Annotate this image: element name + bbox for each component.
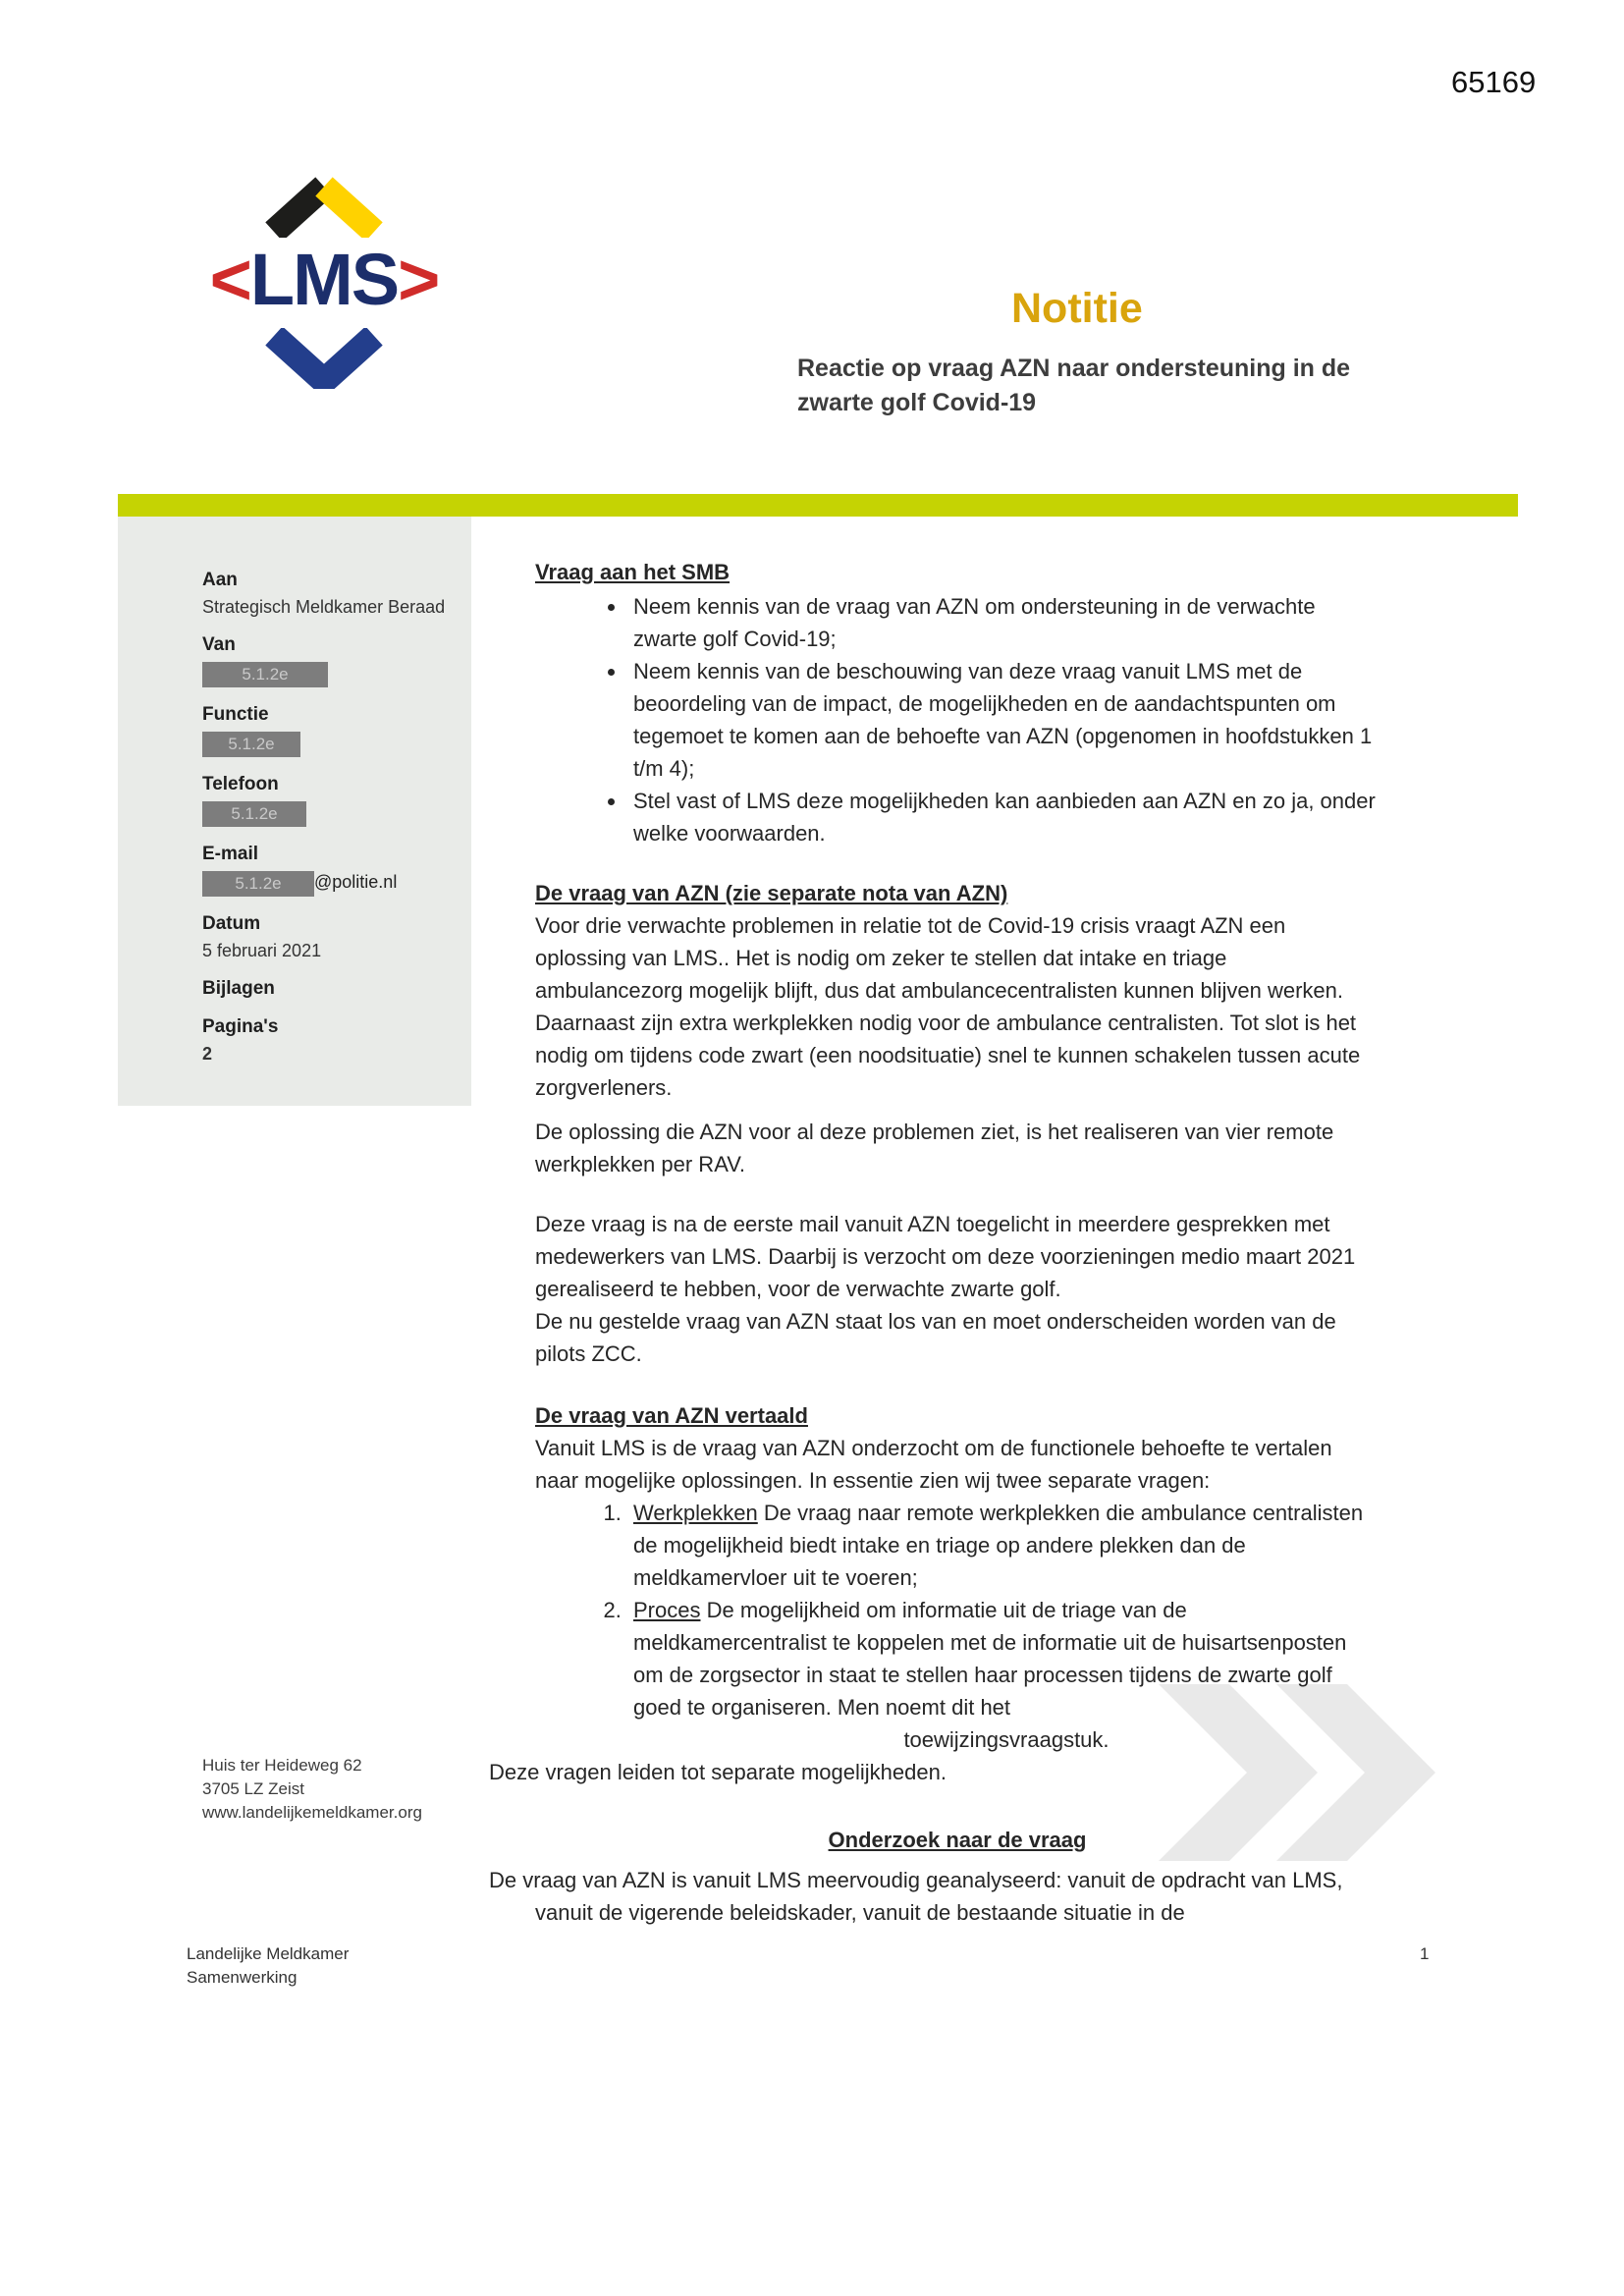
logo-lms-text: LMS: [249, 239, 399, 320]
paragraph: Deze vragen leiden tot separate mogelijkheden.: [489, 1760, 947, 1784]
paragraph: Voor drie verwachte problemen in relatie tot de Covid-19 crisis vraagt AZN een oplossing van LMS.. Het is nodig om zeker te stellen dat intake en triage ambulancezorg mogelijk blijft, dus dat ambulancecentralisten kunnen blijven werken. Daarnaast zijn extra werkplekken nodig voor de ambulance centralisten. Tot slot is het nodig om tijdens code zwart (een noodsituatie) snel te kunnen schakelen tussen acute zorgverleners.: [535, 913, 1361, 1100]
field-paginas: [202, 1016, 456, 1065]
field-van: [202, 634, 456, 687]
field-telefoon-label: Telefoon: [202, 774, 279, 794]
section-heading-smb: Vraag aan het SMB: [535, 560, 731, 584]
field-bijlagen: [202, 978, 456, 1000]
paragraph: Deze vraag is na de eerste mail vanuit AZN toegelicht in meerdere gesprekken met medewerkers van LMS. Daarbij is verzocht om deze voorzieningen medio maart 2021 gerealiseerd te hebben, voor de verwachte zwarte golf.: [535, 1212, 1356, 1301]
section-heading-onderzoek: Onderzoek naar de vraag: [828, 1828, 1087, 1852]
list-item-text: De mogelijkheid om informatie uit de triage van de meldkamercentralist te koppelen met de informatie uit de huisartsenposten om de zorgsector in staat te stellen haar processen tijdens de zwarte golf goed te organiseren. Men noemt dit het: [633, 1598, 1347, 1720]
page-number: 1: [1420, 1944, 1430, 1963]
list-item-lastline: toewijzingsvraagstuk.: [903, 1727, 1110, 1752]
paragraph: De nu gestelde vraag van AZN staat los van en moet onderscheiden worden van de pilots ZCC.: [535, 1309, 1336, 1366]
logo-up-chevron-icon: [260, 177, 388, 238]
field-email-label: E-mail: [202, 844, 259, 864]
field-van-label: Van: [202, 634, 236, 655]
logo-down-chevron-icon: [260, 328, 388, 389]
field-aan: [202, 570, 456, 618]
footer-organization: [187, 1942, 349, 1990]
term-proces: Proces: [633, 1598, 701, 1622]
field-paginas-label: Pagina's: [202, 1016, 279, 1037]
address-website: www.landelijkemeldkamer.org: [202, 1803, 422, 1822]
field-bijlagen-label: Bijlagen: [202, 978, 275, 999]
list-item: [627, 1594, 1380, 1756]
footer-org-line: Samenwerking: [187, 1968, 298, 1987]
field-datum: [202, 913, 456, 961]
field-aan-label: Aan: [202, 570, 238, 590]
paragraph: Vanuit LMS is de vraag van AZN onderzocht om de functionele behoefte te vertalen naar mogelijke oplossingen. In essentie zien wij twee separate vragen:: [535, 1436, 1332, 1493]
address-line: 3705 LZ Zeist: [202, 1779, 304, 1798]
email-suffix: @politie.nl: [314, 872, 398, 893]
field-datum-value: 5 februari 2021: [202, 941, 322, 960]
list-item: • Neem kennis van de vraag van AZN om ondersteuning in de verwachte zwarte golf Covid-19;: [627, 590, 1380, 655]
document-title: Notitie: [1011, 285, 1143, 332]
paragraph: De vraag van AZN is vanuit LMS meervoudig geanalyseerd: vanuit de opdracht van LMS, vanuit de vigerende beleidskader, vanuit de bestaande situatie in de: [489, 1868, 1343, 1925]
field-functie-label: Functie: [202, 704, 269, 725]
list-item: [627, 1497, 1380, 1594]
footer-org-line: Landelijke Meldkamer: [187, 1944, 350, 1963]
logo-right-bracket: >: [398, 239, 439, 320]
address-line: Huis ter Heideweg 62: [202, 1756, 362, 1775]
redaction-box-email: 5.1.2e: [202, 871, 314, 897]
paragraph: De oplossing die AZN voor al deze problemen ziet, is het realiseren van vier remote werkplekken per RAV.: [535, 1120, 1334, 1176]
field-paginas-value: 2: [202, 1044, 213, 1064]
field-datum-label: Datum: [202, 913, 261, 934]
term-werkplekken: Werkplekken: [633, 1501, 758, 1525]
lms-logo: [172, 177, 476, 389]
field-email: [202, 844, 456, 897]
address-block: [202, 1754, 422, 1825]
redaction-box-telefoon: 5.1.2e: [202, 801, 306, 827]
sidebar-meta: [118, 517, 471, 1106]
field-aan-value: Strategisch Meldkamer Beraad: [202, 597, 446, 617]
section-heading-vraag-azn: De vraag van AZN (zie separate nota van AZN): [535, 881, 1008, 905]
list-item: • Stel vast of LMS deze mogelijkheden kan aanbieden aan AZN en zo ja, onder welke voorwaarden.: [627, 785, 1380, 849]
redaction-box-functie: 5.1.2e: [202, 732, 300, 757]
field-telefoon: [202, 774, 456, 827]
main-content: [489, 556, 1380, 1929]
field-functie: [202, 704, 456, 757]
list-item-text: De vraag naar remote werkplekken die ambulance centralisten de mogelijkheid biedt intake en triage op andere plekken dan de meldkamervloer uit te voeren;: [633, 1501, 1364, 1590]
doc-number: 65169: [1451, 65, 1537, 99]
accent-bar: [118, 494, 1518, 517]
vertaald-numbered-list: [535, 1497, 1380, 1756]
list-item: • Neem kennis van de beschouwing van deze vraag vanuit LMS met de beoordeling van de impact, de mogelijkheden en de aandachtspunten om tegemoet te komen aan de behoefte van AZN (opgenomen in hoofdstukken 1 t/m 4);: [627, 655, 1380, 785]
document-subtitle: Reactie op vraag AZN naar ondersteuning in de zwarte golf Covid-19: [797, 355, 1351, 416]
logo-wordmark: [172, 239, 476, 320]
section-heading-vraag-vertaald: De vraag van AZN vertaald: [535, 1403, 808, 1428]
logo-left-bracket: <: [209, 239, 250, 320]
redaction-box-van: 5.1.2e: [202, 662, 328, 687]
smb-bullet-list: [535, 590, 1380, 849]
